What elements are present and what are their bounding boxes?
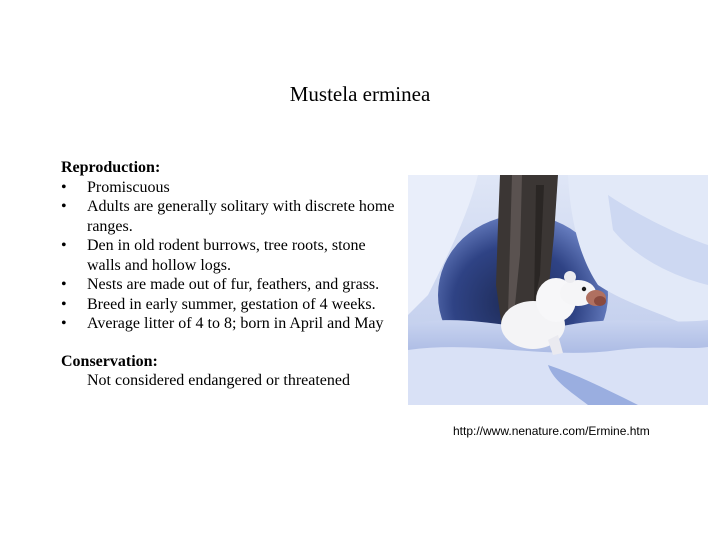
- conservation-text: Not considered endangered or threatened: [87, 372, 350, 389]
- image-credit-url[interactable]: http://www.nenature.com/Ermine.htm: [453, 424, 650, 438]
- reproduction-heading: Reproduction:: [61, 159, 161, 176]
- list-item: • Adults are generally solitary with discrete home ranges.: [61, 197, 401, 236]
- list-item: • Promiscuous: [61, 178, 401, 198]
- conservation-section: [61, 352, 401, 391]
- list-item: • Breed in early summer, gestation of 4 weeks.: [61, 295, 401, 315]
- content-block: [61, 158, 401, 391]
- list-item: • Nests are made out of fur, feathers, and grass.: [61, 275, 401, 295]
- reproduction-list: [61, 178, 401, 334]
- ermine-photo: [408, 175, 708, 405]
- conservation-heading: Conservation:: [61, 352, 158, 370]
- list-item: • Den in old rodent burrows, tree roots, stone walls and hollow logs.: [61, 236, 401, 275]
- slide-title: Mustela erminea: [289, 82, 431, 106]
- list-item: • Average litter of 4 to 8; born in April and May: [61, 314, 401, 334]
